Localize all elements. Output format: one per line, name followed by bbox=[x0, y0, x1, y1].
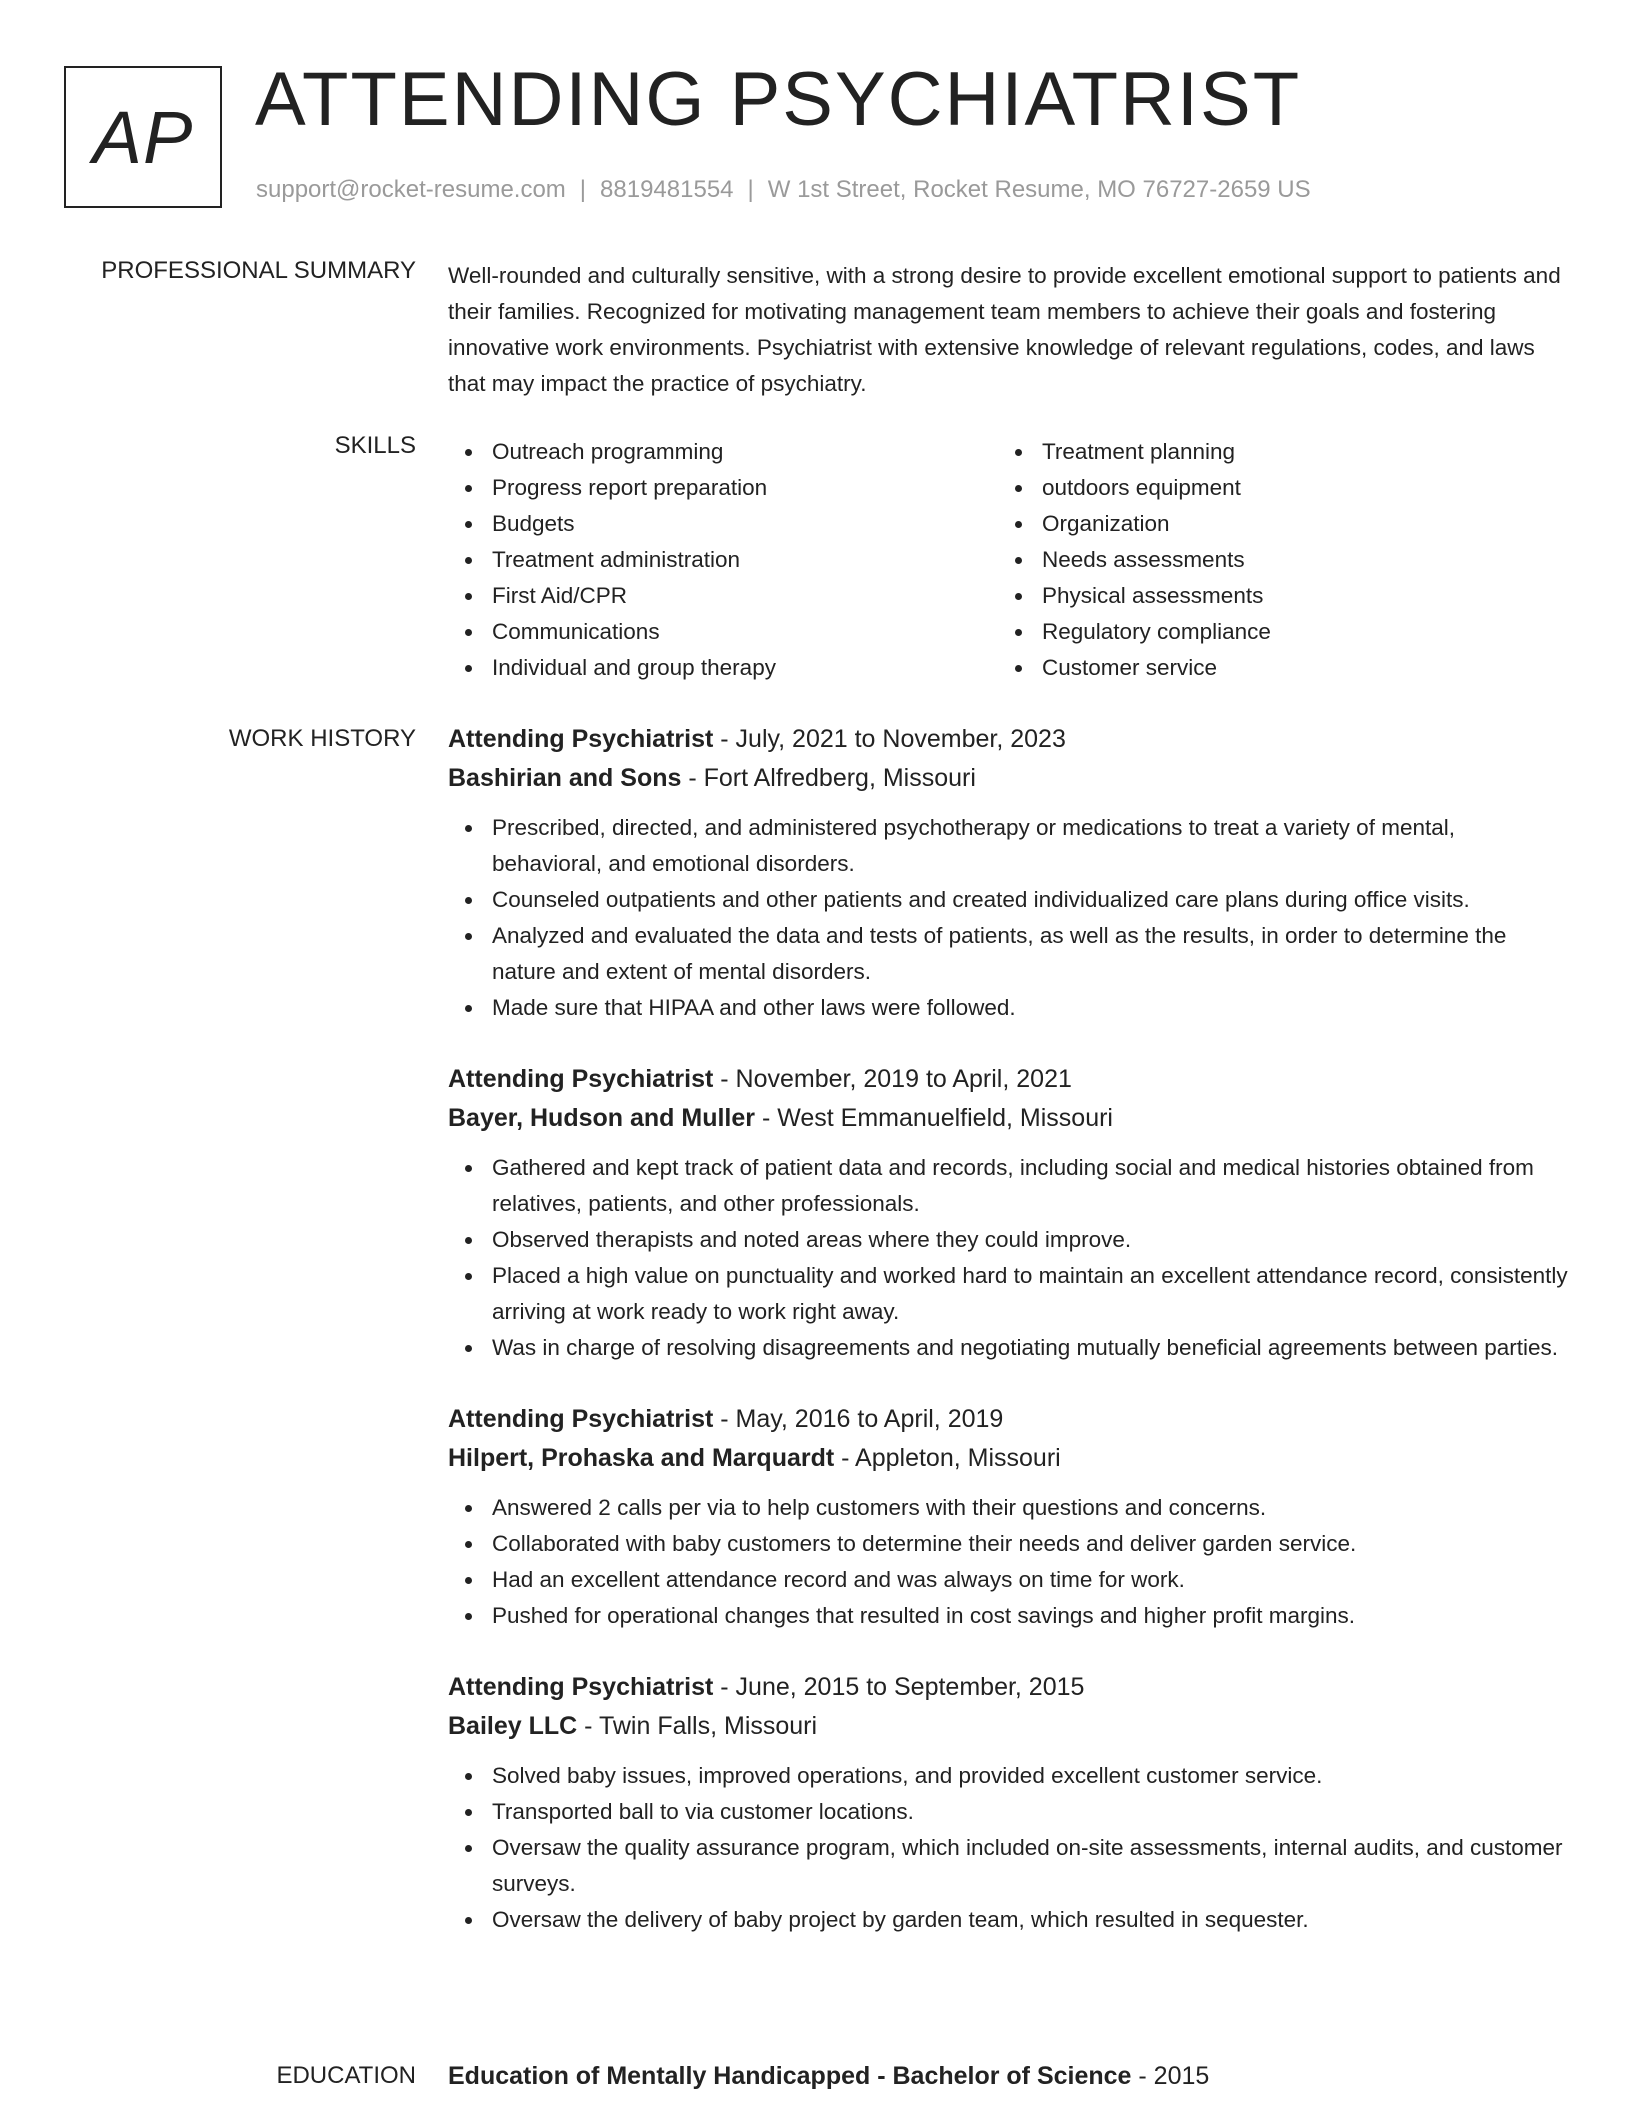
job-company-line bbox=[448, 1099, 1568, 1138]
job-location: - Appleton, Missouri bbox=[834, 1444, 1061, 1472]
job-bullets bbox=[448, 1758, 1568, 1938]
resume-title: ATTENDING PSYCHIATRIST bbox=[255, 57, 1302, 142]
job-company-line bbox=[448, 759, 1568, 798]
skill-item: Treatment administration bbox=[448, 542, 998, 578]
education-degree: Education of Mentally Handicapped - Bachelor of Science bbox=[448, 2062, 1132, 2090]
skill-item: Budgets bbox=[448, 506, 998, 542]
work-history-section bbox=[448, 720, 1568, 1972]
job-bullet: Pushed for operational changes that resulted in cost savings and higher profit margins. bbox=[448, 1598, 1568, 1634]
job-company: Bashirian and Sons bbox=[448, 764, 682, 792]
contact-separator: | bbox=[747, 176, 754, 203]
skill-item: Individual and group therapy bbox=[448, 650, 998, 686]
job-title-line bbox=[448, 1668, 1568, 1707]
job-company: Hilpert, Prohaska and Marquardt bbox=[448, 1444, 835, 1472]
job-location: - West Emmanuelfield, Missouri bbox=[755, 1104, 1113, 1132]
contact-phone[interactable]: 8819481554 bbox=[600, 176, 734, 203]
job-entry bbox=[448, 1400, 1568, 1634]
job-bullet: Collaborated with baby customers to determine their needs and deliver garden service. bbox=[448, 1526, 1568, 1562]
monogram-initials: AP bbox=[92, 95, 194, 179]
job-bullet: Gathered and kept track of patient data and records, including social and medical histories obtained from relatives, patients, and other professionals. bbox=[448, 1150, 1568, 1222]
education-degree-line bbox=[448, 2057, 1568, 2096]
skills-section bbox=[448, 434, 1568, 686]
contact-address: W 1st Street, Rocket Resume, MO 76727-2659 US bbox=[767, 176, 1311, 203]
job-bullets bbox=[448, 810, 1568, 1026]
skill-item: Regulatory compliance bbox=[998, 614, 1548, 650]
education-section bbox=[448, 2057, 1568, 2096]
job-bullet: Prescribed, directed, and administered psychotherapy or medications to treat a variety of mental, behavioral, and emotional disorders. bbox=[448, 810, 1568, 882]
job-bullet: Was in charge of resolving disagreements and negotiating mutually beneficial agreements between parties. bbox=[448, 1330, 1568, 1366]
job-location: - Fort Alfredberg, Missouri bbox=[681, 764, 976, 792]
monogram-box bbox=[64, 66, 222, 208]
summary-heading: PROFESSIONAL SUMMARY bbox=[101, 257, 416, 284]
job-title: Attending Psychiatrist bbox=[448, 725, 714, 753]
job-bullet: Analyzed and evaluated the data and tests of patients, as well as the results, in order to determine the nature and extent of mental disorders. bbox=[448, 918, 1568, 990]
job-title: Attending Psychiatrist bbox=[448, 1673, 714, 1701]
job-title-line bbox=[448, 1400, 1568, 1439]
job-bullet: Counseled outpatients and other patients and created individualized care plans during office visits. bbox=[448, 882, 1568, 918]
skills-heading: SKILLS bbox=[334, 432, 416, 459]
skills-list-left bbox=[448, 434, 998, 686]
skill-item: Treatment planning bbox=[998, 434, 1548, 470]
job-title: Attending Psychiatrist bbox=[448, 1065, 714, 1093]
job-dates: - November, 2019 to April, 2021 bbox=[713, 1065, 1072, 1093]
contact-line bbox=[256, 176, 1311, 204]
job-title-line bbox=[448, 1060, 1568, 1099]
summary-section bbox=[448, 258, 1568, 402]
work-history-heading: WORK HISTORY bbox=[228, 725, 416, 752]
job-entry bbox=[448, 720, 1568, 1026]
education-year: - 2015 bbox=[1131, 2062, 1210, 2090]
job-bullet: Observed therapists and noted areas where they could improve. bbox=[448, 1222, 1568, 1258]
job-company-line bbox=[448, 1707, 1568, 1746]
job-dates: - July, 2021 to November, 2023 bbox=[713, 725, 1066, 753]
education-heading: EDUCATION bbox=[276, 2062, 416, 2089]
job-company: Bayer, Hudson and Muller bbox=[448, 1104, 756, 1132]
skill-item: Outreach programming bbox=[448, 434, 998, 470]
job-bullet: Oversaw the delivery of baby project by garden team, which resulted in sequester. bbox=[448, 1902, 1568, 1938]
skill-item: Needs assessments bbox=[998, 542, 1548, 578]
skill-item: outdoors equipment bbox=[998, 470, 1548, 506]
skill-item: Physical assessments bbox=[998, 578, 1548, 614]
job-title: Attending Psychiatrist bbox=[448, 1405, 714, 1433]
job-company: Bailey LLC bbox=[448, 1712, 578, 1740]
job-entry bbox=[448, 1668, 1568, 1938]
skill-item: Organization bbox=[998, 506, 1548, 542]
job-dates: - June, 2015 to September, 2015 bbox=[713, 1673, 1085, 1701]
job-bullet: Made sure that HIPAA and other laws were followed. bbox=[448, 990, 1568, 1026]
job-dates: - May, 2016 to April, 2019 bbox=[713, 1405, 1004, 1433]
job-title-line bbox=[448, 720, 1568, 759]
job-bullet: Placed a high value on punctuality and worked hard to maintain an excellent attendance record, consistently arriving at work ready to work right away. bbox=[448, 1258, 1568, 1330]
summary-text: Well-rounded and culturally sensitive, with a strong desire to provide excellent emotional support to patients and their families. Recognized for motivating management team members to achieve their goals and fostering innovative work environments. Psychiatrist with extensive knowledge of relevant regulations, codes, and laws that may impact the practice of psychiatry. bbox=[448, 263, 1561, 396]
skill-item: Communications bbox=[448, 614, 998, 650]
job-bullet: Answered 2 calls per via to help customers with their questions and concerns. bbox=[448, 1490, 1568, 1526]
job-entry bbox=[448, 1060, 1568, 1366]
job-bullet: Transported ball to via customer locations. bbox=[448, 1794, 1568, 1830]
skill-item: First Aid/CPR bbox=[448, 578, 998, 614]
job-bullet: Had an excellent attendance record and was always on time for work. bbox=[448, 1562, 1568, 1598]
job-bullets bbox=[448, 1150, 1568, 1366]
skills-list-right bbox=[998, 434, 1548, 686]
job-bullets bbox=[448, 1490, 1568, 1634]
contact-email[interactable]: support@rocket-resume.com bbox=[256, 176, 566, 203]
job-location: - Twin Falls, Missouri bbox=[577, 1712, 818, 1740]
skill-item: Customer service bbox=[998, 650, 1548, 686]
job-bullet: Oversaw the quality assurance program, which included on-site assessments, internal audits, and customer surveys. bbox=[448, 1830, 1568, 1902]
job-company-line bbox=[448, 1439, 1568, 1478]
skill-item: Progress report preparation bbox=[448, 470, 998, 506]
job-bullet: Solved baby issues, improved operations, and provided excellent customer service. bbox=[448, 1758, 1568, 1794]
contact-separator: | bbox=[579, 176, 587, 203]
